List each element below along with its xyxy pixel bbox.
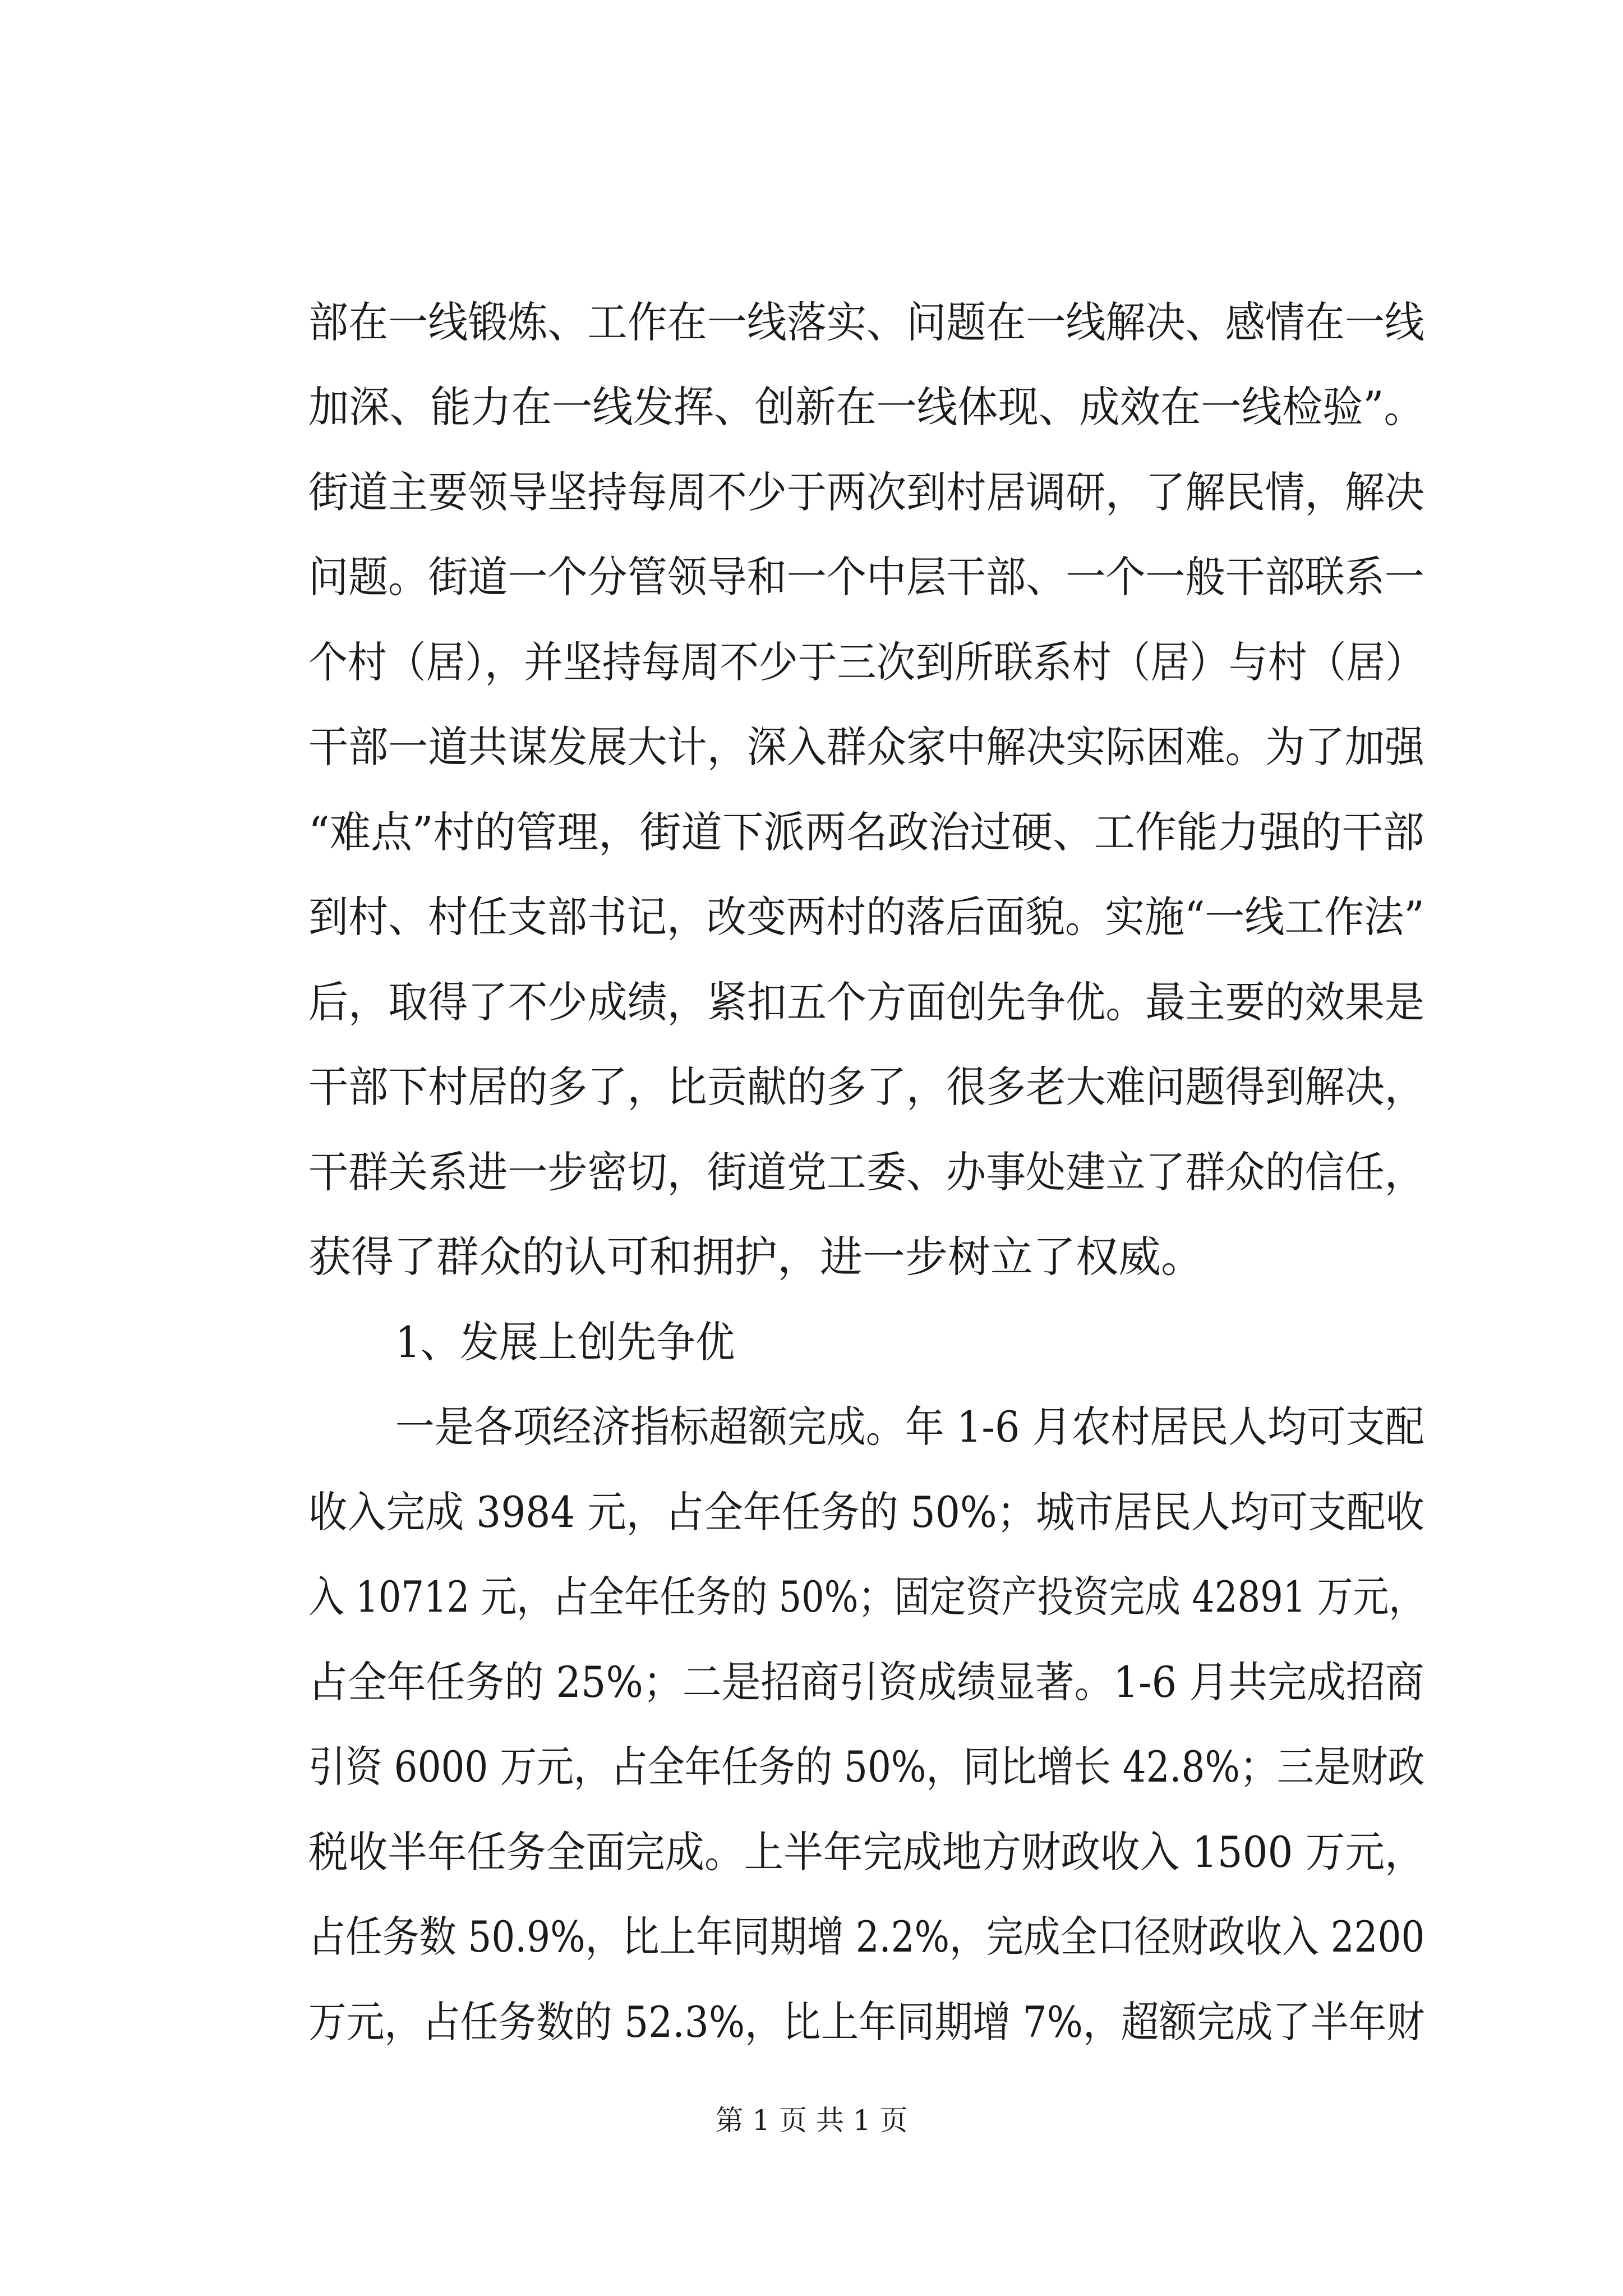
body-text-line: 个村（居），并坚持每周不少于三次到所联系村（居）与村（居）	[308, 637, 1424, 687]
body-text-line: 税收半年任务全面完成。上半年完成地方财政收入 1500 万元，	[308, 1827, 1424, 1877]
body-text-line: 到村、村任支部书记，改变两村的落后面貌。实施“一线工作法”	[308, 892, 1424, 942]
body-text-line: “难点”村的管理，街道下派两名政治过硬、工作能力强的干部	[308, 807, 1424, 857]
body-text-line: 干部下村居的多了，比贡献的多了，很多老大难问题得到解决，	[308, 1062, 1424, 1112]
page-footer: 第 1 页 共 1 页	[715, 2104, 908, 2137]
body-text-line: 干部一道共谋发展大计，深入群众家中解决实际困难。为了加强	[308, 722, 1424, 772]
body-text-line: 后，取得了不少成绩，紧扣五个方面创先争优。最主要的效果是	[308, 977, 1424, 1027]
body-text-line: 引资 6000 万元，占全年任务的 50%，同比增长 42.8%；三是财政	[308, 1742, 1425, 1792]
body-text-line: 收入完成 3984 元，占全年任务的 50%；城市居民人均可支配收	[308, 1487, 1424, 1537]
body-text-line: 问题。街道一个分管领导和一个中层干部、一个一般干部联系一	[308, 552, 1424, 602]
body-text-line: 街道主要领导坚持每周不少于两次到村居调研，了解民情，解决	[308, 467, 1424, 517]
body-text-line: 干群关系进一步密切，街道党工委、办事处建立了群众的信任，	[308, 1147, 1424, 1197]
body-text-line: 获得了群众的认可和拥护，进一步树立了权威。	[308, 1232, 1204, 1282]
body-text-line: 加深、能力在一线发挥、创新在一线体现、成效在一线检验”。	[308, 382, 1424, 432]
body-text-line: 占全年任务的 25%；二是招商引资成绩显著。1-6 月共完成招商	[308, 1657, 1424, 1707]
paragraph-first-line: 一是各项经济指标超额完成。年 1-6 月农村居民人均可支配	[395, 1402, 1424, 1452]
body-text-line: 入 10712 元，占全年任务的 50%；固定资产投资完成 42891 万元，	[308, 1572, 1425, 1622]
section-heading: 1、发展上创先争优	[395, 1317, 735, 1367]
body-text-line: 万元，占任务数的 52.3%，比上年同期增 7%，超额完成了半年财	[308, 1997, 1425, 2047]
body-text-line: 占任务数 50.9%，比上年同期增 2.2%，完成全口径财政收入 2200	[308, 1912, 1425, 1962]
body-text-line: 部在一线锻炼、工作在一线落实、问题在一线解决、感情在一线	[308, 297, 1424, 347]
